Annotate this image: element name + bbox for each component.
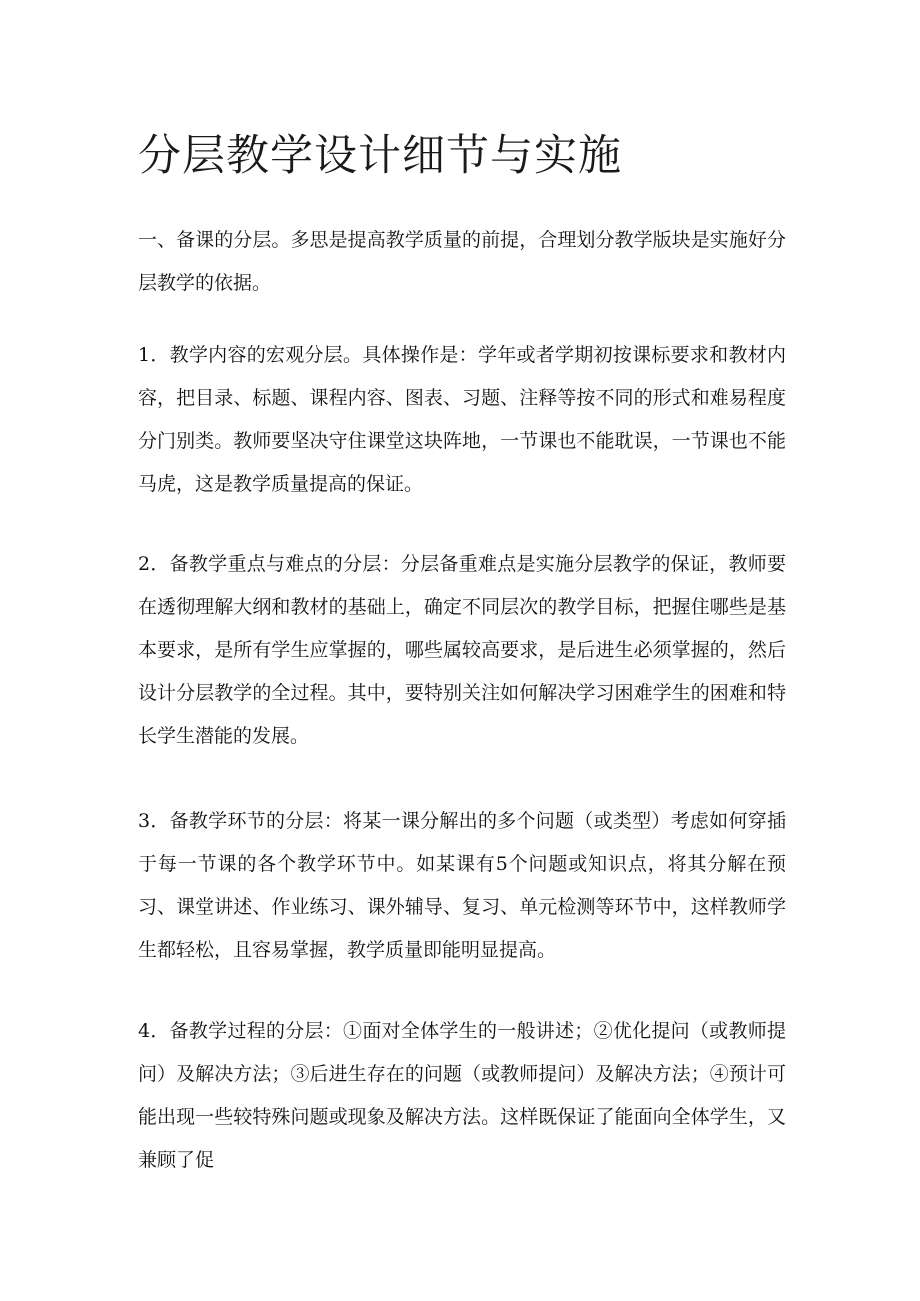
paragraph-content-layering: 1．教学内容的宏观分层。具体操作是：学年或者学期初按课标要求和教材内容，把目录、标题、课程内容、图表、习题、注释等按不同的形式和难易程度分门别类。教师要坚决守住课堂这块阵地，一节课也不能耽误，一节课也不能马虎，这是教学质量提高的保证。 — [138, 344, 786, 495]
paragraph-lesson-prep-layering: 一、备课的分层。多思是提高教学质量的前提，合理划分教学版块是实施好分层教学的依据。 — [138, 229, 786, 294]
document-title: 分层教学设计细节与实施 — [138, 131, 622, 181]
paragraph-key-points-layering: 2．备教学重点与难点的分层：分层备重难点是实施分层教学的保证，教师要在透彻理解大纲和教材的基础上，确定不同层次的教学目标，把握住哪些是基本要求，是所有学生应掌握的，哪些属较高要求，是后进生必须掌握的，然后设计分层教学的全过程。其中，要特别关注如何解决学习困难学生的困难和特长学生潜能的发展。 — [138, 553, 786, 747]
paragraph-teaching-steps-layering: 3．备教学环节的分层：将某一课分解出的多个问题（或类型）考虑如何穿插于每一节课的各个教学环节中。如某课有5个问题或知识点，将其分解在预习、课堂讲述、作业练习、课外辅导、复习、单元检测等环节中，这样教师学生都轻松，且容易掌握，教学质量即能明显提高。 — [138, 810, 786, 961]
paragraph-teaching-process-layering: 4．备教学过程的分层：①面对全体学生的一般讲述；②优化提问（或教师提问）及解决方法；③后进生存在的问题（或教师提问）及解决方法；④预计可能出现一些较特殊问题或现象及解决方法。这样既保证了能面向全体学生，又兼顾了促 — [138, 1020, 786, 1171]
